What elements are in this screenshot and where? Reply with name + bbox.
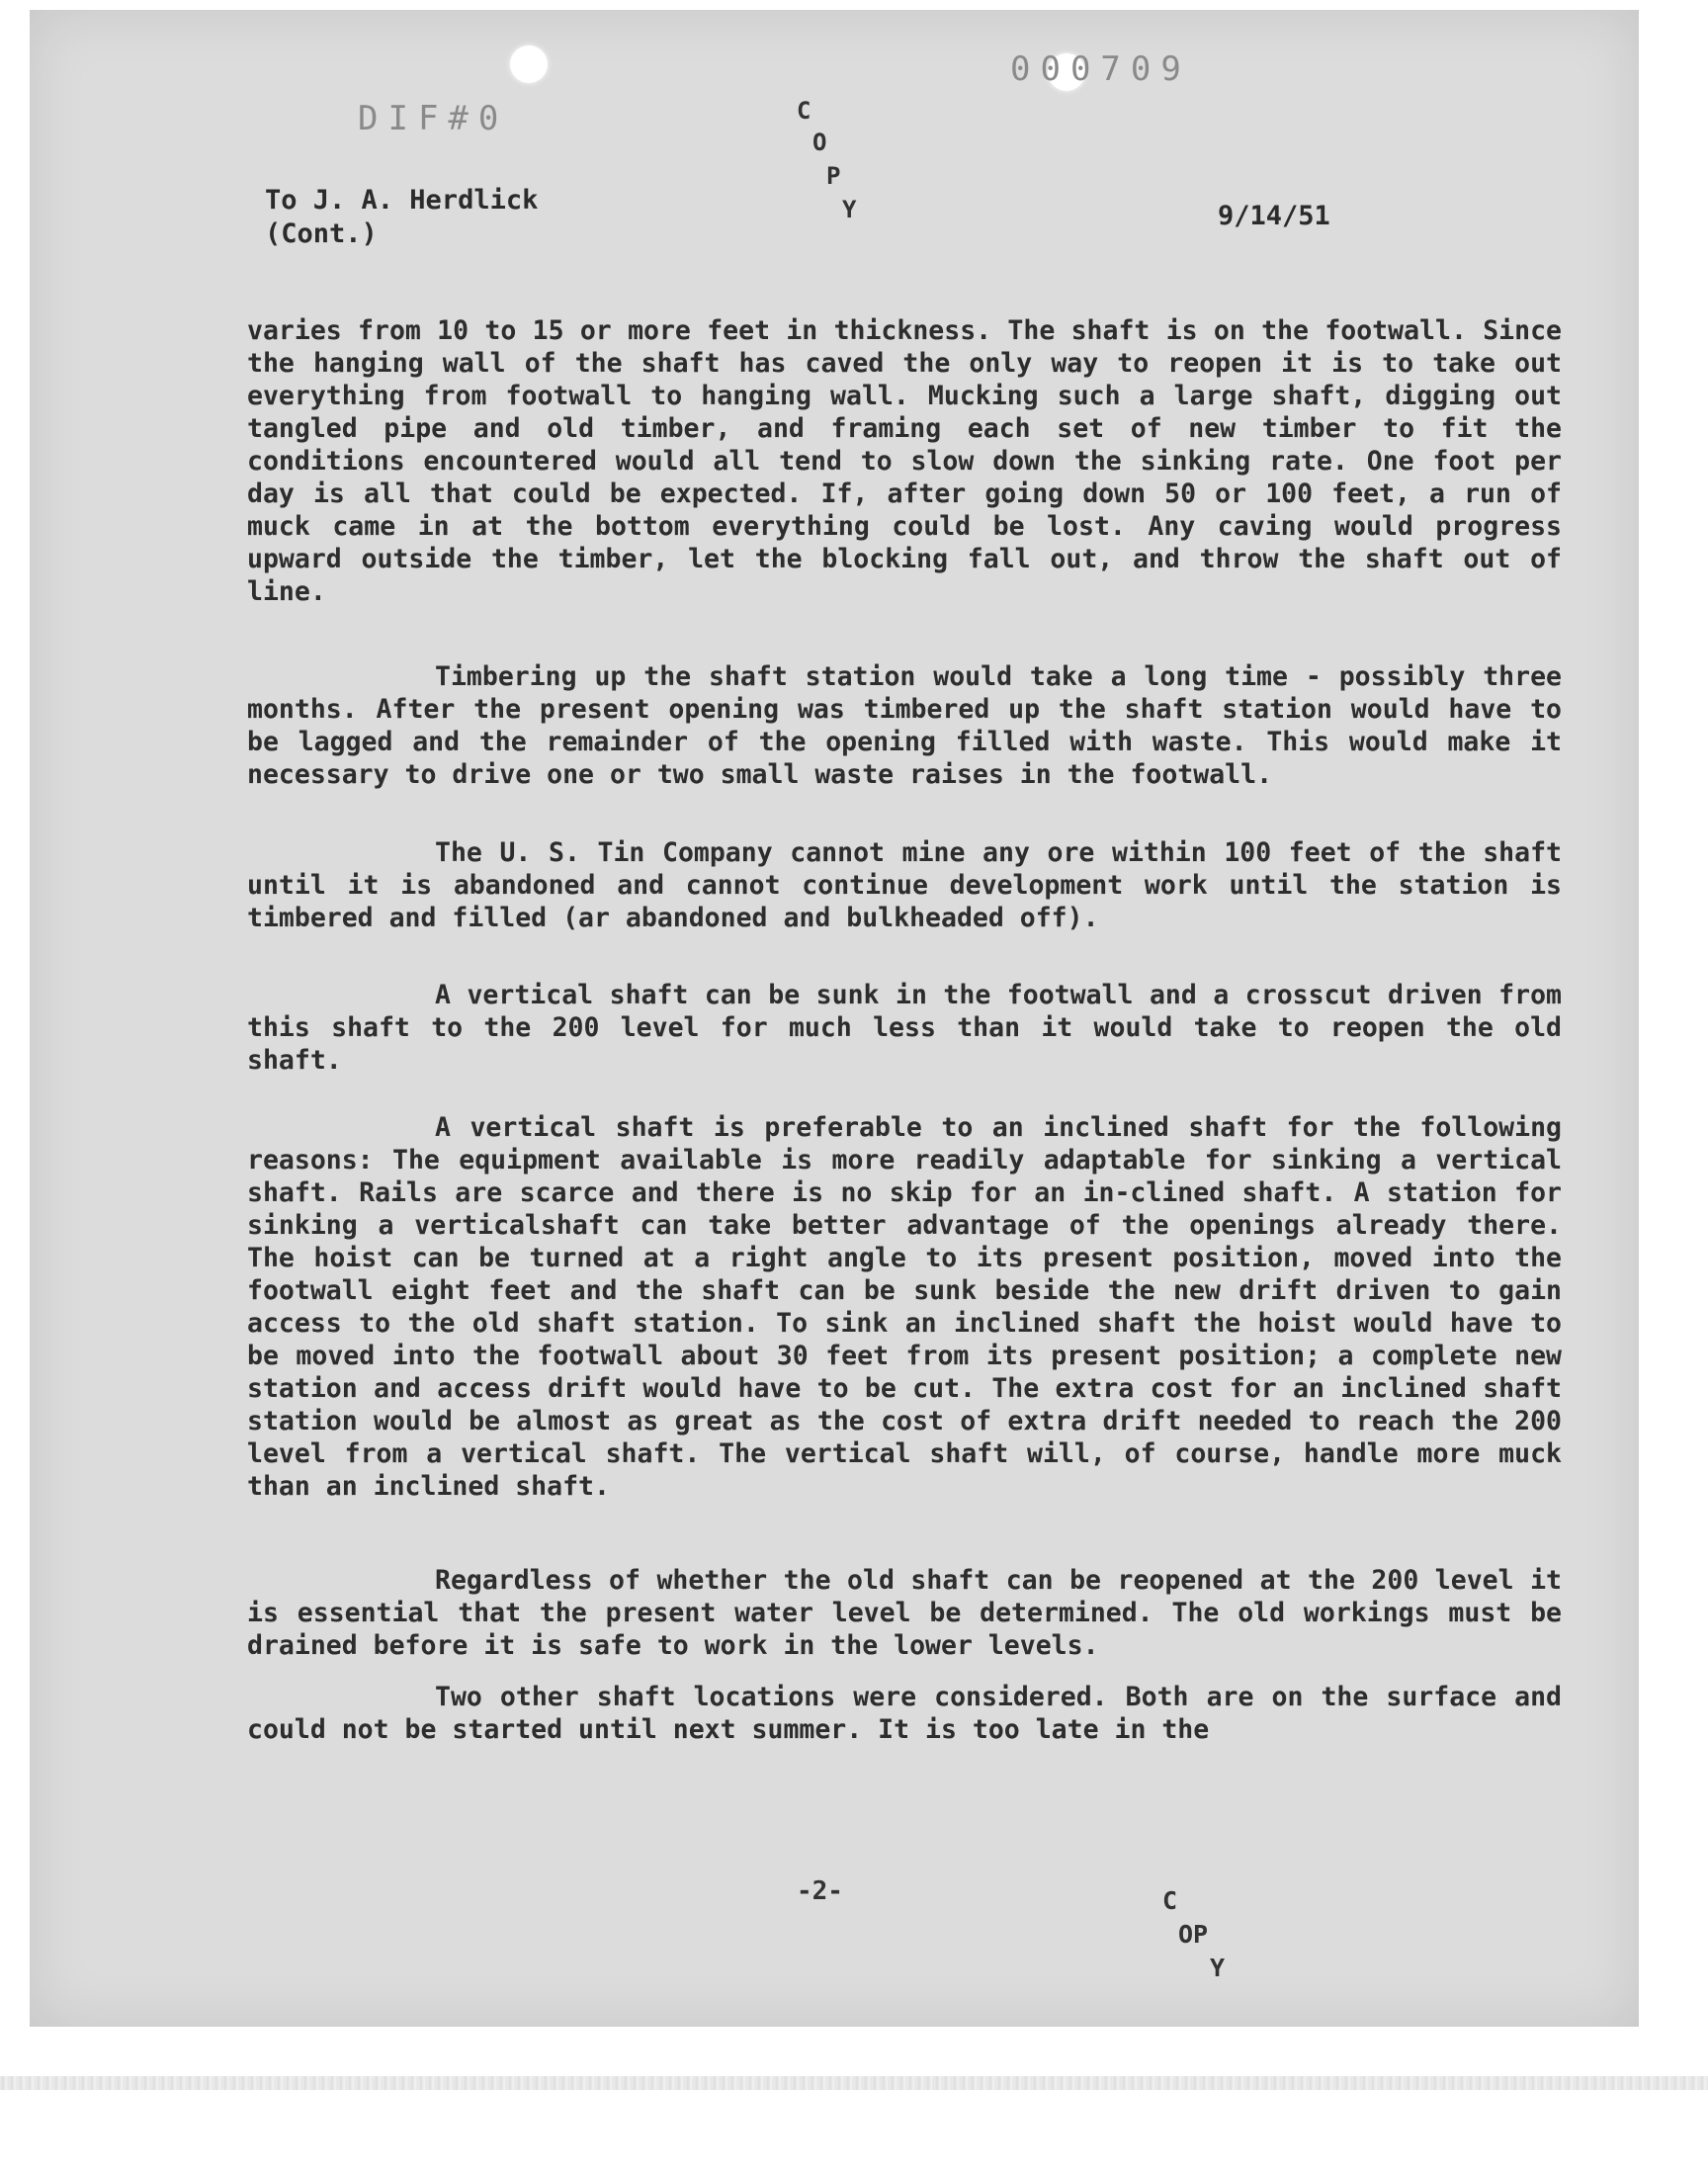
letter-date: 9/14/51 bbox=[1218, 201, 1330, 231]
footer-copy-op: OP bbox=[1178, 1920, 1209, 1949]
paragraph-5: A vertical shaft is preferable to an inclined shaft for the following reasons: The equipment available is more readily adaptable for sinking a vertical shaft. Rails are scarce and there is no skip for an in-clined shaft. A station for sinking a verticalshaft can take better advantage of the openings already there. The hoist can be turned at a right angle to its present position, moved into the footwall eight feet and the shaft can be sunk beside the new drift driven to gain access to the old shaft station. To sink an inclined shaft the hoist would have to be moved into the footwall about 30 feet from its present position; a complete new station and access drift would have to be cut. The extra cost for an inclined shaft station would be almost as great as the cost of extra drift needed to reach the 200 level from a vertical shaft. The vertical shaft will, of course, handle more muck than an inclined shaft. bbox=[247, 1112, 1562, 1502]
archive-stamp-left: DIF#0 bbox=[358, 99, 509, 138]
recipient-block bbox=[265, 184, 538, 251]
paragraph-3: The U. S. Tin Company cannot mine any ore within 100 feet of the shaft until it is abandoned and cannot continue development work until the station is timbered and filled (ar abandoned and bulkheaded off). bbox=[247, 837, 1562, 933]
copy-mark-y: Y bbox=[842, 196, 857, 223]
paragraph-1: varies from 10 to 15 or more feet in thickness. The shaft is on the footwall. Since the hanging wall of the shaft has caved the only way to reopen it is to take out everything from footwall to hanging wall. Mucking such a large shaft, digging out tangled pipe and old timber, and framing each set of new timber to fit the conditions encountered would all tend to slow down the sinking rate. One foot per day is all that could be expected. If, after going down 50 or 100 feet, a run of muck came in at the bottom everything could be lost. Any caving would progress upward outside the timber, let the blocking fall out, and throw the shaft out of line. bbox=[247, 315, 1562, 607]
paragraph-2: Timbering up the shaft station would take a long time - possibly three months. After the present opening was timbered up the shaft station would have to be lagged and the remainder of the opening filled with waste. This would make it necessary to drive one or two small waste raises in the footwall. bbox=[247, 661, 1562, 790]
page-number: -2- bbox=[797, 1876, 843, 1906]
paragraph-6: Regardless of whether the old shaft can be reopened at the 200 level it is essential that the present water level be determined. The old workings must be drained before it is safe to work in the lower levels. bbox=[247, 1565, 1562, 1661]
paragraph-7: Two other shaft locations were considered. Both are on the surface and could not be started until next summer. It is too late in the bbox=[247, 1682, 1562, 1745]
paragraph-4: A vertical shaft can be sunk in the footwall and a crosscut driven from this shaft to the 200 level for much less than it would take to reopen the old shaft. bbox=[247, 980, 1562, 1076]
scan-edge bbox=[0, 2076, 1708, 2090]
copy-mark-o: O bbox=[812, 129, 827, 156]
footer-copy-y: Y bbox=[1210, 1954, 1226, 1982]
footer-copy-c: C bbox=[1162, 1886, 1178, 1915]
archive-stamp-right: 000709 bbox=[1010, 49, 1191, 89]
copy-mark-p: P bbox=[826, 162, 841, 190]
punch-hole-left bbox=[510, 45, 548, 83]
recipient-line: To J. A. Herdlick bbox=[265, 185, 539, 216]
continuation-line: (Cont.) bbox=[265, 218, 378, 249]
copy-mark-c: C bbox=[797, 97, 811, 125]
